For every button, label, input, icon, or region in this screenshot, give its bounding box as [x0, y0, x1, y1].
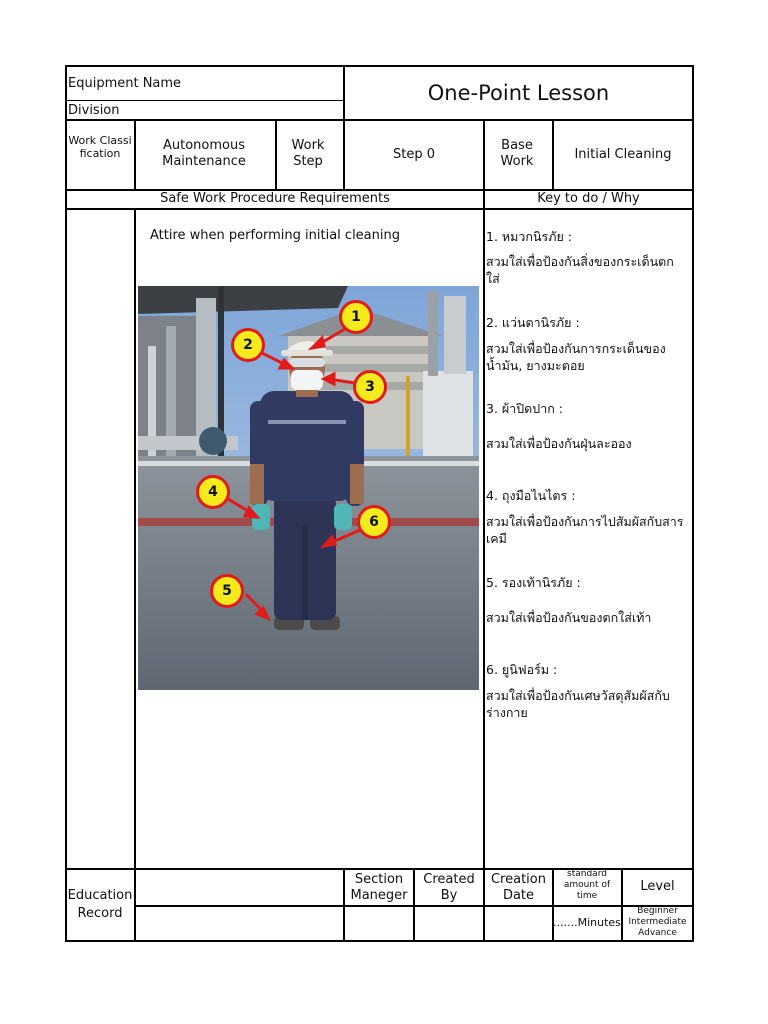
work-classification-value: Autonomous Maintenance: [162, 138, 246, 169]
level-label: Level: [640, 879, 675, 894]
marker-2: 2: [231, 328, 265, 362]
key-header: Key to do / Why: [537, 191, 640, 206]
key-4-text: สวมใส่เพื่อป้องกันการไปสัมผัสกับสารเคมี: [486, 514, 684, 546]
key-3-text: สวมใส่เพื่อป้องกันฝุ่นละออง: [486, 436, 632, 451]
level-beginner: Beginner: [637, 906, 678, 916]
equipment-name-label: Equipment Name: [68, 76, 182, 91]
creation-date-label: Creation Date: [490, 872, 546, 903]
worker-attire-photo: [138, 286, 479, 690]
work-step-label: Work Step: [291, 138, 325, 169]
minutes-value: .......Minutes: [553, 916, 621, 929]
key-2-title: 2. แว่นตานิรภัย :: [486, 315, 580, 330]
divider: [483, 189, 485, 870]
base-work-label: Base Work: [500, 138, 534, 169]
marker-6: 6: [357, 505, 391, 539]
divider: [483, 119, 485, 191]
level-options: [623, 906, 692, 939]
border-right: [692, 65, 694, 942]
key-5-title: 5. รองเท้านิรภัย :: [486, 575, 581, 590]
key-1-title: 1. หมวกนิรภัย :: [486, 229, 572, 244]
section-manager-label: Section Maneger: [350, 872, 408, 903]
work-classification-label: Work Classification: [68, 134, 132, 160]
key-1-text: สวมใส่เพื่อป้องกันสิ่งของกระเด็นตกใส่: [486, 254, 674, 286]
division-label: Division: [68, 103, 120, 118]
page-title: One-Point Lesson: [427, 81, 610, 105]
divider: [65, 208, 694, 210]
divider: [134, 119, 136, 191]
standard-time-label: standard amount of time: [563, 869, 611, 901]
key-3-title: 3. ผ้าปิดปาก :: [486, 401, 564, 416]
level-advance: Advance: [638, 928, 677, 938]
marker-1: 1: [339, 300, 373, 334]
base-work-value: Initial Cleaning: [574, 147, 672, 162]
border-bottom: [65, 940, 694, 942]
key-6-title: 6. ยูนิฟอร์ม :: [486, 662, 558, 677]
key-6-text: สวมใส่เพื่อป้องกันเศษวัสดุสัมผัสกับร่างกาย: [486, 688, 670, 720]
divider: [134, 208, 136, 942]
key-2-text: สวมใส่เพื่อป้องกันการกระเด็นของน้ำมัน, ยางมะตอย: [486, 341, 666, 373]
key-5-text: สวมใส่เพื่อป้องกันของตกใส่เท้า: [486, 610, 652, 625]
divider: [552, 868, 554, 942]
border-top: [65, 65, 694, 67]
marker-5: 5: [210, 574, 244, 608]
divider: [65, 119, 694, 121]
divider: [275, 119, 277, 191]
key-4-title: 4. ถุงมือไนไตร :: [486, 488, 576, 503]
divider: [65, 100, 345, 101]
marker-4: 4: [196, 475, 230, 509]
procedure-header: Safe Work Procedure Requirements: [160, 191, 390, 206]
education-record-label: Education Record: [67, 888, 133, 921]
level-intermediate: Intermediate: [628, 917, 687, 927]
photo-illustration: [138, 286, 479, 690]
procedure-caption: Attire when performing initial cleaning: [150, 228, 400, 243]
marker-3: 3: [353, 370, 387, 404]
work-step-value: Step 0: [392, 147, 435, 162]
created-by-label: Created By: [423, 872, 475, 903]
